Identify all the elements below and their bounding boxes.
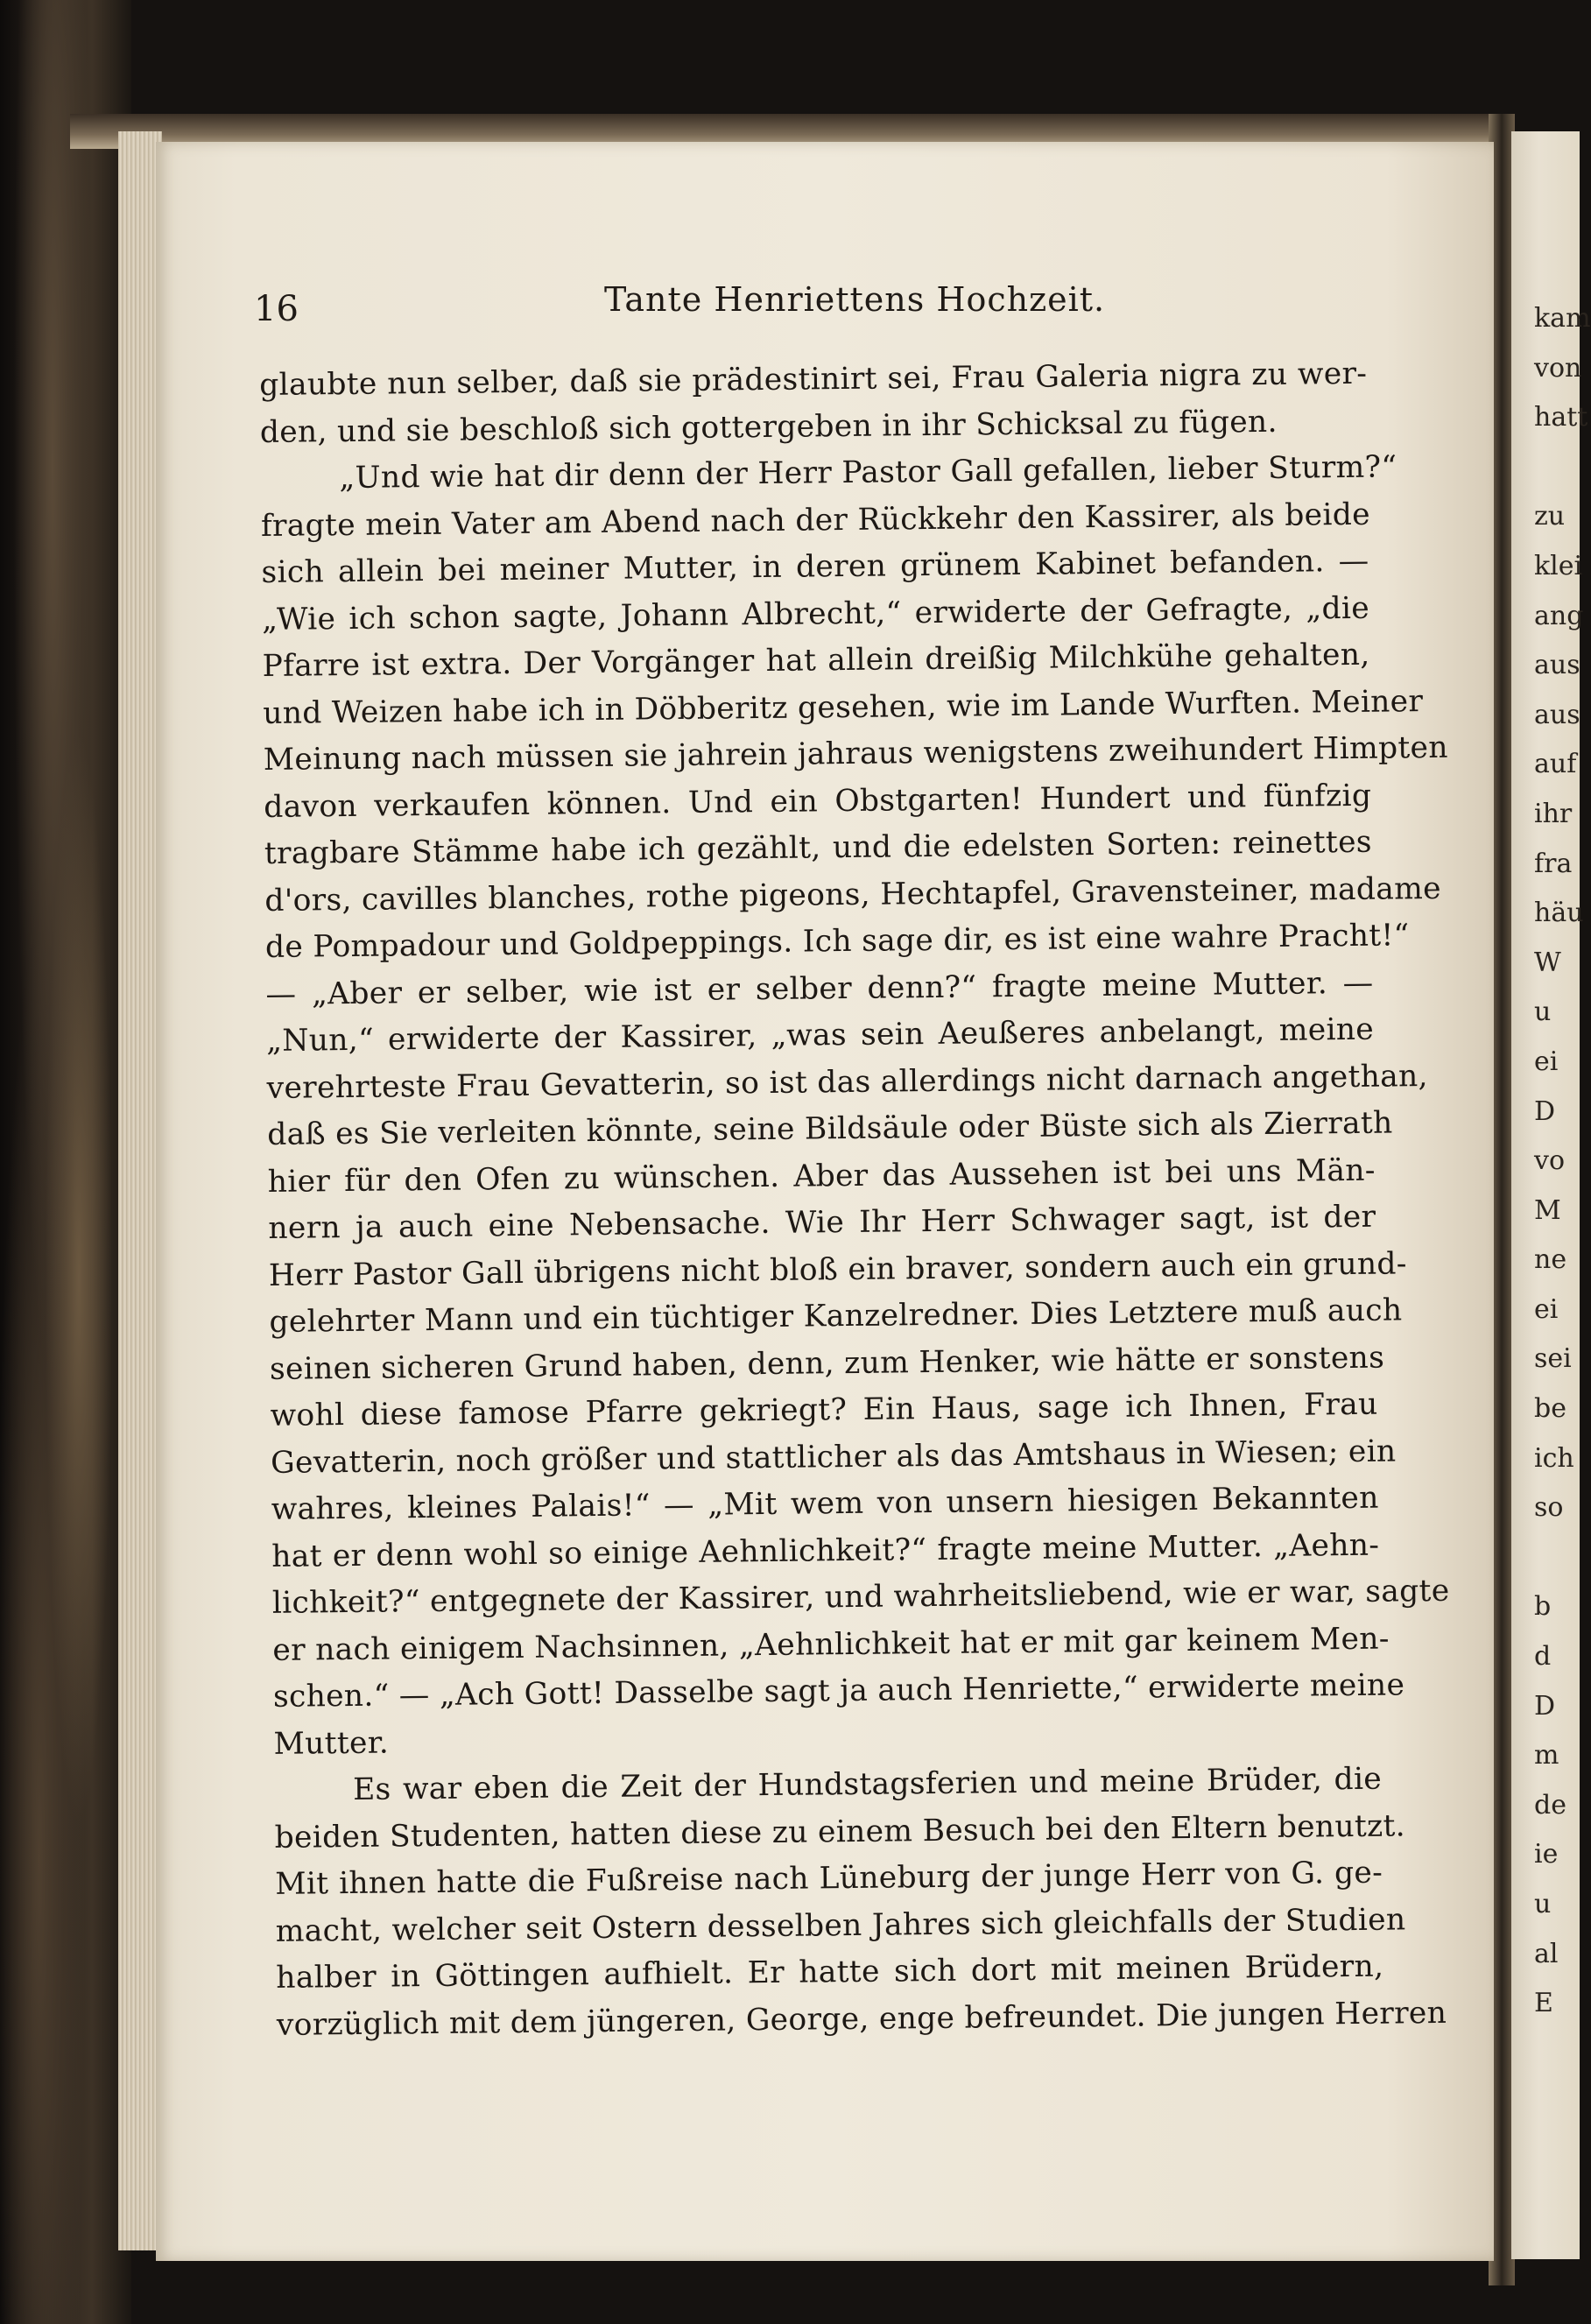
facing-fragment: D — [1534, 1690, 1556, 1722]
text-line: „Nun,“ erwiderte der Kassirer, „was sein Aeußeres anbelangt, meine — [265, 1011, 1375, 1059]
book-cover — [0, 0, 131, 2324]
facing-fragment: u — [1534, 997, 1552, 1028]
facing-fragment: häu — [1534, 898, 1584, 929]
facing-fragment — [1534, 443, 1591, 493]
text-line: halber in Göttingen aufhielt. Er hatte sich dort mit meinen Brüdern, — [276, 1948, 1384, 1996]
text-line: glaubte nun selber, daß sie prädestinirt sei, Frau Galeria nigra zu wer- — [259, 356, 1368, 403]
text-line: er nach einigem Nachsinnen, „Aehnlichkeit hat er mit gar keinem Men- — [272, 1621, 1390, 1668]
text-line: de Pompadour und Goldpeppings. Ich sage dir, es ist eine wahre Pracht!“ — [264, 918, 1410, 965]
facing-fragment: sei — [1534, 1343, 1572, 1375]
text-line: Meinung nach müssen sie jahrein jahraus wenigstens zweihundert Himpten — [263, 729, 1449, 778]
facing-fragment: auf — [1534, 749, 1577, 780]
facing-fragment: aus — [1534, 699, 1580, 730]
text-line: Herr Pastor Gall übrigens nicht bloß ein braver, sondern auch ein grund- — [268, 1245, 1407, 1293]
facing-fragment — [1534, 1533, 1591, 1583]
text-line: beiden Studenten, hatten diese zu einem Besuch bei den Eltern benutzt. — [274, 1807, 1406, 1856]
running-head: Tante Henriettens Hochzeit. — [604, 280, 1106, 319]
facing-fragment: u — [1534, 1889, 1552, 1919]
body-text — [259, 351, 1450, 2049]
facing-fragment: klei — [1534, 550, 1583, 581]
facing-fragment: W — [1534, 947, 1561, 978]
facing-fragment: ang — [1534, 600, 1584, 631]
facing-fragment: de — [1534, 1789, 1566, 1820]
text-line: hier für den Ofen zu wünschen. Aber das Aussehen ist bei uns Män- — [267, 1152, 1376, 1200]
text-line: d'ors, cavilles blanches, rothe pigeons, Hechtapfel, Gravensteiner, madame — [264, 870, 1442, 919]
facing-fragment: al — [1534, 1938, 1559, 1969]
text-line: fragte mein Vater am Abend nach der Rückkehr den Kassirer, als beide — [260, 496, 1371, 544]
text-line: seinen sicheren Grund haben, denn, zum Henker, wie hätte er sonstens — [269, 1340, 1385, 1387]
text-line: Gevatterin, noch größer und stattlicher als das Amtshaus in Wiesen; ein — [270, 1433, 1397, 1481]
facing-fragment: ie — [1534, 1839, 1559, 1870]
text-line: „Und wie hat dir denn der Herr Pastor Gall gefallen, lieber Sturm?“ — [339, 449, 1397, 496]
text-line: hat er denn wohl so einige Aehnlichkeit?“ fragte meine Mutter. „Aehn- — [271, 1527, 1380, 1574]
text-line: verehrteste Frau Gevatterin, so ist das allerdings nicht darnach angethan, — [266, 1058, 1429, 1106]
text-line: den, und sie beschloß sich gottergeben in ihr Schicksal zu fügen. — [259, 404, 1278, 450]
text-line: daß es Sie verleiten könnte, seine Bildsäule oder Büste sich als Zierrath — [267, 1105, 1393, 1152]
facing-fragment: D — [1534, 1095, 1556, 1127]
text-line: Mutter. — [273, 1725, 390, 1762]
text-line: — „Aber er selber, wie ist er selber denn?“ fragte meine Mutter. — — [265, 965, 1374, 1012]
text-line: vorzüglich mit dem jüngeren, George, enge befreundet. Die jungen Herren — [276, 1995, 1447, 2043]
facing-fragment: ne — [1534, 1244, 1567, 1276]
facing-fragment: ei — [1534, 1046, 1559, 1077]
text-line: schen.“ — „Ach Gott! Dasselbe sagt ja auch Henriette,“ erwiderte meine — [272, 1667, 1405, 1715]
facing-fragment: M — [1534, 1194, 1561, 1226]
facing-fragment: d — [1534, 1641, 1552, 1673]
page-number: 16 — [254, 289, 299, 329]
facing-fragment: ei — [1534, 1293, 1559, 1325]
facing-fragment: b — [1534, 1591, 1552, 1623]
text-line: tragbare Stämme habe ich gezählt, und die edelsten Sorten: reinettes — [264, 824, 1373, 871]
text-line: gelehrter Mann und ein tüchtiger Kanzelredner. Dies Letztere muß auch — [269, 1292, 1403, 1340]
facing-fragment: be — [1534, 1393, 1566, 1425]
facing-fragment: von — [1534, 352, 1582, 384]
facing-fragment: aus — [1534, 650, 1580, 681]
facing-fragment: fra — [1534, 848, 1573, 879]
facing-fragment: vo — [1534, 1145, 1566, 1177]
text-line: Pfarre ist extra. Der Vorgänger hat allein dreißig Milchkühe gehalten, — [262, 637, 1370, 684]
text-line: und Weizen habe ich in Döbberitz gesehen, wie im Lande Wurften. Meiner — [262, 683, 1424, 731]
facing-fragment: m — [1534, 1740, 1559, 1771]
facing-fragment: so — [1534, 1492, 1564, 1524]
text-line: Es war eben die Zeit der Hundstagsferien und meine Brüder, die — [352, 1761, 1383, 1807]
facing-fragment: ihr — [1534, 798, 1573, 829]
text-line: sich allein bei meiner Mutter, in deren grünem Kabinet befanden. — — [261, 543, 1369, 590]
facing-fragment: ich — [1534, 1442, 1574, 1474]
facing-fragment: kam — [1534, 303, 1591, 334]
text-line: lichkeit?“ entgegnete der Kassirer, und wahrheitsliebend, wie er war, sagte — [271, 1573, 1450, 1621]
facing-page-text — [1534, 294, 1591, 2029]
facing-fragment: E — [1534, 1988, 1553, 2019]
text-line: wahres, kleines Palais!“ — „Mit wem von unsern hiesigen Bekannten — [271, 1480, 1379, 1527]
text-line: Mit ihnen hatte die Fußreise nach Lüneburg der junge Herr von G. ge- — [274, 1855, 1383, 1902]
text-line: davon verkaufen können. Und ein Obstgarten! Hundert und fünfzig — [264, 778, 1372, 825]
facing-fragment: zu — [1534, 501, 1566, 532]
text-line: macht, welcher seit Ostern desselben Jahres sich gleichfalls der Studien — [275, 1901, 1406, 1949]
text-line: wohl diese famose Pfarre gekriegt? Ein Haus, sage ich Ihnen, Frau — [270, 1386, 1378, 1433]
text-line: „Wie ich schon sagte, Johann Albrecht,“ erwiderte der Gefragte, „die — [261, 590, 1370, 637]
text-line: nern ja auch eine Nebensache. Wie Ihr Herr Schwager sagt, ist der — [268, 1199, 1376, 1246]
facing-fragment: hatt — [1534, 402, 1588, 433]
